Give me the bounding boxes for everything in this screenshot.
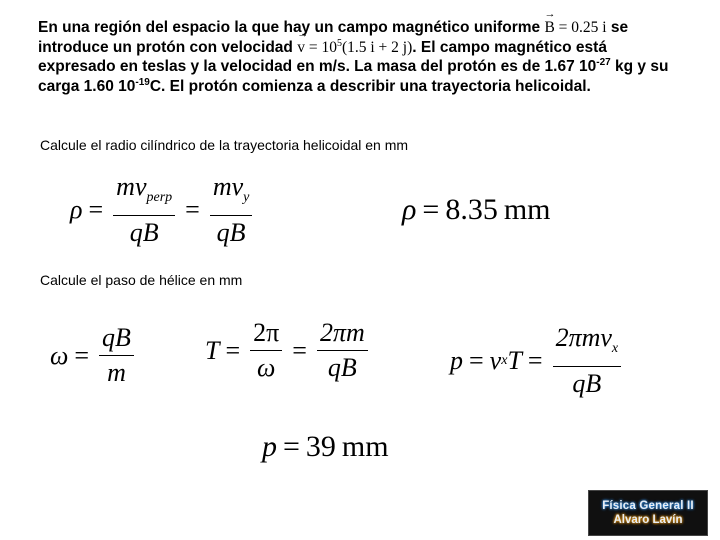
fraction-qb-m — [99, 323, 134, 388]
denominator — [254, 351, 278, 383]
logo-course-title: Física General II — [602, 500, 694, 512]
equals-sign: = — [225, 335, 241, 365]
equals-sign: = — [422, 193, 440, 226]
two-pi-m: 2πm — [319, 318, 365, 347]
denominator — [325, 351, 360, 383]
denominator — [569, 367, 604, 399]
y-subscript: y — [243, 190, 250, 205]
problem-text-3: expresado en teslas y la velocidad en m/s. La masa del protón es de 1.67 10 — [38, 58, 597, 75]
numerator — [210, 172, 253, 216]
radius-unit: mm — [503, 193, 551, 226]
p-symbol: p — [450, 346, 463, 375]
equals-sign: = — [185, 195, 200, 224]
rho-symbol: ρ — [70, 195, 83, 224]
q-var: q — [102, 323, 116, 352]
m-var: m — [116, 172, 135, 201]
problem-line-2 — [38, 38, 678, 58]
v-var: v — [231, 172, 244, 201]
b-var: B — [142, 218, 159, 247]
problem-tail-1: se — [606, 19, 629, 36]
pitch-value: 39 — [305, 430, 336, 463]
problem-tail-3: kg y su — [610, 58, 669, 75]
equals-sign: = — [527, 346, 543, 375]
pitch-result — [262, 430, 389, 464]
problem-line-4 — [38, 77, 678, 97]
fraction-mvperp-qb — [113, 172, 175, 248]
t-var: T — [507, 346, 522, 375]
omega-var: ω — [257, 353, 276, 382]
denominator — [214, 216, 249, 248]
x-subscript: x — [501, 353, 508, 368]
b-var: B — [585, 369, 602, 398]
b-var: B — [340, 353, 357, 382]
velocity-exponent: 5 — [336, 37, 342, 49]
equals-sign: = — [88, 195, 104, 224]
logo-author: Alvaro Lavín — [613, 514, 683, 526]
numerator — [317, 318, 368, 351]
radius-formula — [70, 172, 256, 248]
denominator — [104, 356, 129, 388]
perp-subscript: perp — [146, 190, 173, 205]
problem-tail-2: . El campo magnético está — [412, 38, 607, 56]
velocity-components: (1.5 i + 2 j) — [341, 38, 413, 56]
pitch-formula — [450, 323, 625, 399]
fraction-2pimvx-qb — [553, 323, 622, 399]
equals-sign: = — [283, 430, 300, 463]
q-var: q — [572, 369, 586, 398]
problem-text-4: carga 1.60 10 — [38, 77, 136, 95]
fraction-2pim-qb — [317, 318, 368, 383]
v-var: v — [489, 346, 502, 375]
radius-value: 8.35 — [445, 193, 498, 226]
omega-symbol: ω — [50, 340, 69, 370]
period-formula — [205, 318, 372, 383]
m-var: m — [107, 358, 126, 387]
mass-exponent: -27 — [596, 56, 611, 68]
numerator — [99, 323, 134, 356]
numerator — [113, 172, 175, 216]
problem-line-1 — [38, 18, 678, 38]
charge-exponent: -19 — [135, 76, 150, 88]
problem-text-2: introduce un protón con velocidad — [38, 38, 298, 56]
v-var: v — [134, 172, 147, 201]
problem-tail-4: C. El protón comienza a describir una trayectoria helicoidal. — [149, 77, 591, 95]
radius-question: Calcule el radio cilíndrico de la trayectoria helicoidal en mm — [40, 137, 409, 153]
numerator: 2π — [250, 318, 282, 351]
problem-line-3 — [38, 57, 678, 77]
two-pi-m-v: 2πmv — [555, 323, 612, 352]
fraction-mvy-qb — [210, 172, 253, 248]
q-var: q — [327, 353, 341, 382]
equals-sign: = — [292, 335, 307, 365]
b-var: B — [229, 218, 246, 247]
equals-sign: = — [74, 340, 90, 370]
problem-statement — [38, 18, 678, 96]
denominator — [127, 216, 162, 248]
problem-text-1: En una región del espacio la que hay un campo magnético uniforme — [38, 19, 545, 36]
velocity-vector: → v = 10 — [297, 38, 337, 58]
rho-symbol: ρ — [402, 193, 417, 226]
x-subscript: x — [611, 341, 619, 356]
numerator — [553, 323, 622, 367]
p-symbol: p — [262, 430, 277, 463]
course-logo — [588, 490, 708, 536]
omega-formula — [50, 323, 138, 388]
q-var: q — [129, 218, 143, 247]
q-var: q — [216, 218, 230, 247]
radius-result — [402, 193, 551, 227]
pitch-unit: mm — [341, 430, 389, 463]
b-var: B — [115, 323, 131, 352]
b-field-vector: → B = 0.25 i — [544, 18, 606, 38]
t-symbol: T — [205, 335, 220, 365]
fraction-2pi-omega — [250, 318, 282, 383]
m-var: m — [212, 172, 232, 201]
equals-sign: = — [469, 346, 484, 375]
pitch-question: Calcule el paso de hélice en mm — [40, 272, 243, 288]
